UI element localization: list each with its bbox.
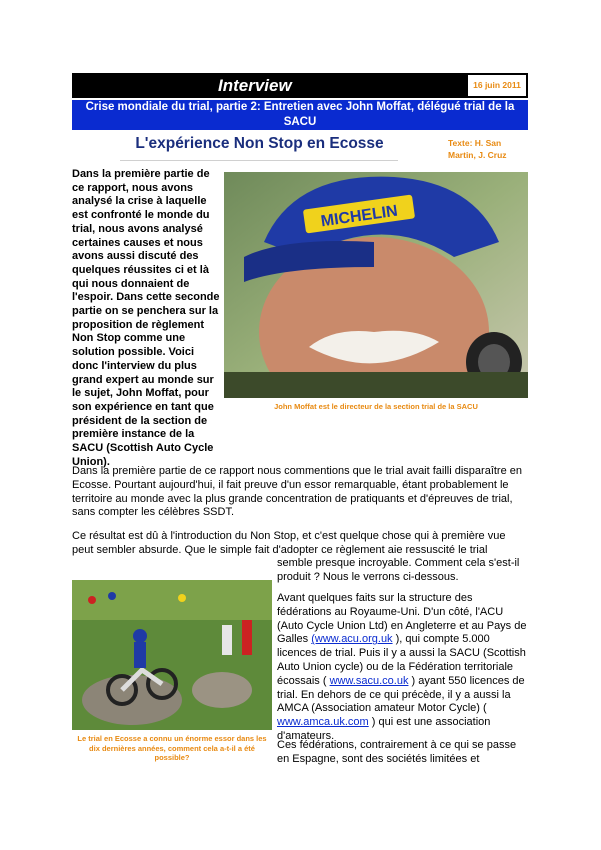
- sacu-link[interactable]: www.sacu.co.uk: [329, 674, 409, 687]
- headline-divider: [120, 160, 398, 161]
- trial-riders-photo: [72, 580, 272, 730]
- paragraph-text: ) qui est une association d'amateurs.: [277, 716, 491, 742]
- intro-paragraph: Dans la première partie de ce rapport, nous avons analysé la crise à laquelle est confronté le monde du trial, nous avons analysé certaines causes et nous avons aussi discuté des quelques réussites ci et là qui nous donnaient de l'espoir. Dans cette seconde partie on se penchera sur la proposition de règlement Non Stop comme une solution possible. Voici donc l'interview du plus grand expert au monde sur le sujet, John Moffat, pour son expérience en tant que président de la section de première instance de la SACU (Scottish Auto Cycle Union).: [72, 168, 220, 468]
- section-title: Interview: [218, 76, 292, 95]
- issue-date: 16 juin 2011: [473, 80, 521, 90]
- body-paragraph-1: Dans la première partie de ce rapport nous commentions que le trial avait failli disparaître en Ecosse. Pourtant aujourd'hui, il fait preuve d'un essor remarquable, étant probablement le territoire au monde avec la plus grande concentration de pratiquants et d'épreuves de trial, sans compter les célèbres SSDT.: [72, 465, 523, 519]
- paragraph-text: ) ayant 550 licences de trial. En dehors de ce qui précède, il y a aussi la AMCA (Association amateur Motor Cycle) (: [277, 674, 525, 715]
- body-paragraph-2-continued: semble presque incroyable. Comment cela s'est-il produit ? Nous le verrons ci-dessous.: [277, 557, 520, 583]
- body-paragraph-3: [277, 592, 528, 744]
- paragraph-text: ), qui compte 5.000 licences de trial. Puis il y a aussi la SACU (Scottish Auto Union cycle) ou de la Fédération territoriale écossais (: [277, 633, 526, 687]
- cap-logo-text: MICHELIN: [319, 202, 399, 231]
- header-bar: [72, 73, 528, 98]
- amca-link[interactable]: www.amca.uk.com: [277, 716, 369, 729]
- author-credit: Texte: H. San Martin, J. Cruz: [448, 138, 507, 160]
- body-paragraph-4: Ces fédérations, contrairement à ce qui se passe en Espagne, sont des sociétés limitées et: [277, 739, 517, 765]
- article-headline: L'expérience Non Stop en Ecosse: [135, 135, 384, 152]
- acu-link[interactable]: (www.acu.org.uk: [311, 633, 393, 646]
- photo-caption-trial: Le trial en Ecosse a connu un énorme essor dans les dix dernières années, comment cela a-t-il a été possible?: [77, 734, 267, 763]
- body-paragraph-2: Ce résultat est dû à l'introduction du Non Stop, et c'est quelque chose qui à première vue peut sembler absurde. Que le simple fait d'adopter ce règlement aie ressuscité le trial: [72, 530, 506, 556]
- photo-caption-moffat: John Moffat est le directeur de la section trial de la SACU: [274, 402, 478, 411]
- paragraph-text: Avant quelques faits sur la structure des fédérations au Royaume-Uni. D'un côté, l'ACU (Auto Cycle Union Ltd) en Angleterre et au Pays de Galles: [277, 592, 527, 646]
- article-subtitle: Crise mondiale du trial, partie 2: Entretien avec John Moffat, délégué trial de la SACU: [85, 101, 515, 128]
- john-moffat-photo: [224, 172, 528, 398]
